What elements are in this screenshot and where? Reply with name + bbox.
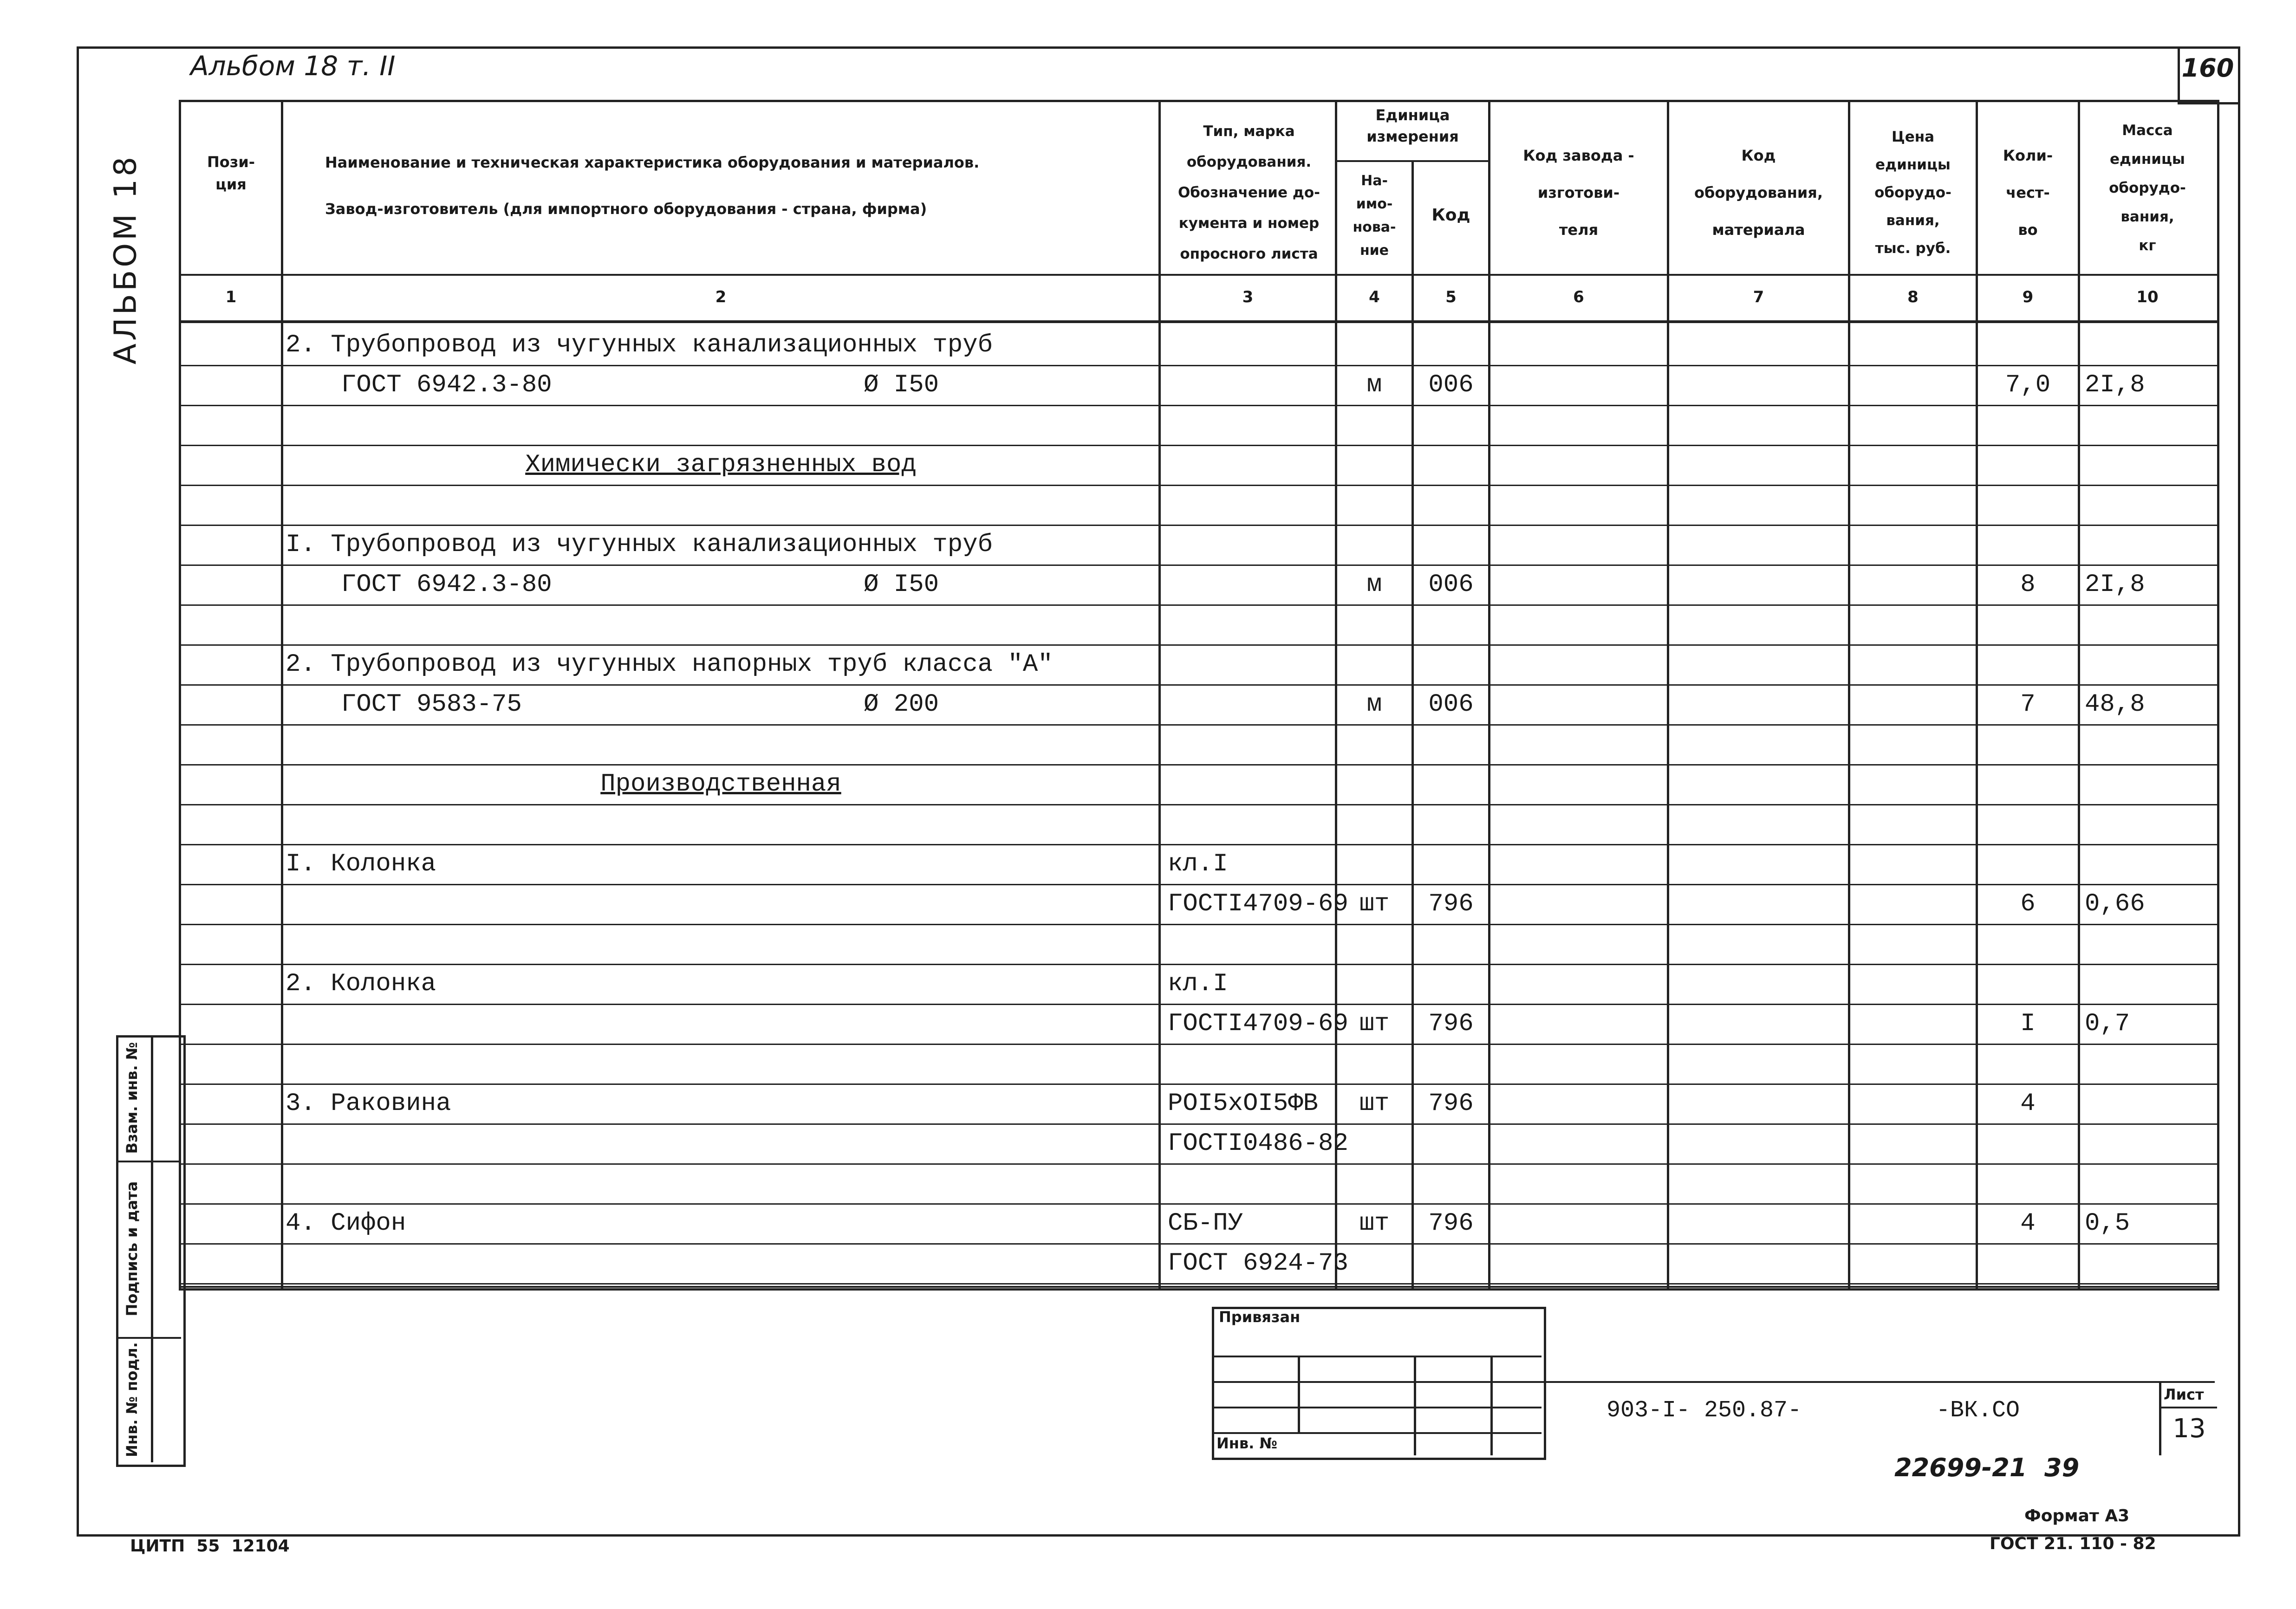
item-unit-code [1414, 806, 1488, 843]
item-unit-code [1414, 846, 1488, 883]
item-mass [2085, 846, 2215, 883]
item-unit [1337, 1045, 1411, 1083]
header-col1-line2: ция [215, 175, 247, 193]
item-type [1168, 926, 1335, 963]
item-unit [1337, 926, 1411, 963]
item-quantity [1978, 526, 2078, 564]
header-col3-line4: кумента и номер [1178, 215, 1320, 232]
item-unit: шт [1359, 1090, 1390, 1118]
item-unit [1337, 407, 1411, 444]
item-mass: 0,66 [2085, 890, 2145, 918]
item-name: 2. Трубопровод из чугунных напорных труб класса "А" [286, 650, 1053, 679]
table-row [0, 405, 2296, 445]
item-quantity [1978, 806, 2078, 843]
item-mass: 0,5 [2085, 1209, 2130, 1238]
table-row [0, 924, 2296, 964]
item-diameter: Ø I50 [864, 371, 939, 399]
header-col8-line5: тыс. руб. [1875, 240, 1951, 257]
table-row [0, 1163, 2296, 1203]
table-row [0, 1044, 2296, 1083]
item-mass: 2I,8 [2085, 371, 2145, 399]
item-quantity: 7,0 [2005, 371, 2051, 399]
item-unit-code: 006 [1428, 371, 1474, 399]
side-podpis-label: Подпись и дата [123, 1181, 141, 1317]
page-number: 160 [2181, 53, 2234, 83]
item-quantity [1978, 606, 2078, 643]
item-mass [2085, 606, 2215, 643]
col-number-3: 3 [1242, 288, 1254, 306]
item-quantity [1978, 926, 2078, 963]
table-row [0, 1243, 2296, 1283]
item-type [1168, 686, 1335, 723]
header-col10-line4: вания, [2120, 208, 2174, 225]
item-mass [2085, 487, 2215, 524]
section-heading: Производственная [600, 770, 841, 798]
item-quantity [1978, 407, 2078, 444]
col-number-5: 5 [1445, 288, 1457, 306]
header-col9-line2: чест- [2006, 184, 2050, 201]
item-quantity [1978, 1125, 2078, 1162]
item-mass [2085, 966, 2215, 1003]
item-type: ГОСТI4709-69 [1168, 1010, 1348, 1038]
header-col3 [1163, 116, 1335, 269]
album-label: Альбом 18 т. II [190, 50, 396, 82]
item-mass [2085, 1125, 2215, 1162]
header-col7-line1: Код [1741, 147, 1776, 164]
item-mass [2085, 1045, 2215, 1083]
header-col10 [2080, 116, 2215, 260]
item-unit-code: 006 [1428, 690, 1474, 719]
item-mass [2085, 646, 2215, 683]
header-col1-line1: Пози- [207, 153, 255, 171]
item-quantity [1978, 1245, 2078, 1282]
side-album-text: АЛЬБОМ 18 [107, 154, 143, 365]
sheet-box-divider [2159, 1407, 2217, 1408]
header-col8-line2: единицы [1875, 156, 1951, 173]
gost-label: ГОСТ 21. 110 - 82 [1990, 1534, 2156, 1553]
header-col4 [1337, 169, 1411, 262]
item-unit-code [1414, 526, 1488, 564]
privyazan-vline-2 [1414, 1356, 1416, 1455]
item-unit [1337, 1245, 1411, 1282]
item-unit: шт [1359, 890, 1390, 918]
item-diameter: Ø 200 [864, 690, 939, 719]
item-quantity [1978, 327, 2078, 364]
item-unit-code: 796 [1428, 890, 1474, 918]
item-unit [1337, 966, 1411, 1003]
header-col7-line3: материала [1712, 221, 1805, 239]
item-name: ГОСТ 6942.3-80 [341, 571, 552, 599]
item-unit-code [1414, 606, 1488, 643]
header-col3-line2: оборудования. [1186, 154, 1312, 170]
item-type [1168, 646, 1335, 683]
item-quantity [1978, 646, 2078, 683]
privyazan-vline-3 [1490, 1356, 1493, 1455]
item-quantity [1978, 1165, 2078, 1202]
header-col7-line2: оборудования, [1694, 184, 1823, 201]
col-number-4: 4 [1369, 288, 1380, 306]
col-number-10: 10 [2136, 288, 2159, 306]
item-unit-code [1414, 327, 1488, 364]
table-row [0, 485, 2296, 525]
item-type [1168, 1165, 1335, 1202]
item-unit [1337, 1125, 1411, 1162]
item-mass [2085, 407, 2215, 444]
table-row [0, 445, 2296, 485]
header-col10-line1: Масса [2122, 122, 2173, 139]
item-unit-code [1414, 1045, 1488, 1083]
col-number-9: 9 [2022, 288, 2034, 306]
section-heading: Химически загрязненных вод [525, 451, 917, 479]
table-row [0, 604, 2296, 644]
table-row [0, 684, 2296, 724]
item-quantity: 7 [2020, 690, 2036, 719]
header-col5-line1: Код [1431, 206, 1470, 225]
item-quantity [1978, 487, 2078, 524]
header-col6-line3: теля [1559, 221, 1599, 239]
item-mass: 48,8 [2085, 690, 2145, 719]
item-type: ГОСТ 6924-73 [1168, 1249, 1348, 1278]
header-col6-line2: изготови- [1537, 184, 1620, 201]
header-col3-line1: Тип, марка [1203, 123, 1295, 140]
item-type [1168, 566, 1335, 603]
archive-number: 22699-21 39 [1894, 1453, 2080, 1482]
header-col5 [1414, 204, 1488, 227]
header-col2-line2: Завод-изготовитель (для импортного оборудования - страна, фирма) [325, 200, 927, 218]
item-unit: м [1366, 690, 1382, 719]
sheet-number: 13 [2172, 1414, 2206, 1444]
item-unit [1337, 526, 1411, 564]
item-name: I. Трубопровод из чугунных канализационных труб [286, 531, 993, 559]
item-quantity: 8 [2020, 571, 2036, 599]
item-type: РОI5хОI5ФВ [1168, 1090, 1319, 1118]
item-unit: м [1366, 571, 1382, 599]
item-quantity [1978, 846, 2078, 883]
header-col4-line2: имо- [1356, 196, 1393, 212]
item-unit-code [1414, 646, 1488, 683]
unit-group-divider [1335, 160, 1488, 162]
header-col3-line5: опросного листа [1180, 246, 1318, 262]
header-col2 [325, 139, 1138, 232]
item-type [1168, 526, 1335, 564]
item-diameter: Ø I50 [864, 571, 939, 599]
item-unit [1337, 606, 1411, 643]
col-number-2: 2 [715, 288, 727, 306]
doc-code: 903-I- 250.87- [1607, 1397, 1802, 1424]
item-unit-code [1414, 487, 1488, 524]
header-col10-line5: кг [2139, 237, 2156, 254]
header-col2-line1: Наименование и техническая характеристика оборудования и материалов. [325, 154, 980, 171]
title-block-top [1542, 1381, 2215, 1383]
item-type [1168, 487, 1335, 524]
header-col10-line3: оборудо- [2109, 180, 2186, 196]
header-col3-line3: Обозначение до- [1177, 184, 1320, 201]
col-number-6: 6 [1573, 288, 1584, 306]
item-quantity [1978, 1045, 2078, 1083]
item-type [1168, 726, 1335, 763]
sheet-label: Лист [2164, 1386, 2204, 1403]
item-unit [1337, 1165, 1411, 1202]
item-unit [1337, 327, 1411, 364]
format-label: Формат А3 [2024, 1506, 2130, 1525]
col-number-8: 8 [1907, 288, 1919, 306]
header-unit-group-line2: измерения [1366, 128, 1459, 145]
item-unit-code [1414, 1245, 1488, 1282]
header-col6-line1: Код завода - [1523, 147, 1634, 164]
item-unit-code: 796 [1428, 1209, 1474, 1238]
item-unit-code [1414, 726, 1488, 763]
item-mass [2085, 726, 2215, 763]
table-row [0, 365, 2296, 405]
side-stamp-vline [151, 1035, 153, 1462]
item-unit: шт [1359, 1209, 1390, 1238]
header-col9-line1: Коли- [2003, 147, 2053, 164]
stamp-top-line [179, 1286, 2217, 1288]
item-unit-code [1414, 966, 1488, 1003]
item-type: ГОСТI4709-69 [1168, 890, 1348, 918]
item-quantity: 6 [2020, 890, 2036, 918]
item-unit-code [1414, 407, 1488, 444]
item-mass: 2I,8 [2085, 571, 2145, 599]
item-unit [1337, 646, 1411, 683]
header-col9 [1978, 137, 2078, 248]
item-name: 2. Трубопровод из чугунных канализационных труб [286, 331, 993, 359]
item-name: ГОСТ 6942.3-80 [341, 371, 552, 399]
table-row [0, 325, 2296, 365]
col-number-7: 7 [1753, 288, 1764, 306]
item-quantity [1978, 966, 2078, 1003]
item-name: 4. Сифон [286, 1209, 406, 1238]
table-row [0, 724, 2296, 764]
item-name: ГОСТ 9583-75 [341, 690, 522, 719]
item-unit-code: 796 [1428, 1090, 1474, 1118]
printer-label: ЦИТП 55 12104 [130, 1537, 290, 1556]
side-inv-podl-label: Инв. № подл. [123, 1342, 141, 1457]
item-unit [1337, 487, 1411, 524]
item-quantity: 4 [2020, 1209, 2036, 1238]
side-album-label [56, 154, 195, 365]
table-row [0, 525, 2296, 564]
row-separator [179, 1283, 2217, 1285]
table-row [0, 964, 2296, 1004]
item-unit-code [1414, 926, 1488, 963]
item-mass [2085, 1165, 2215, 1202]
item-type: ГОСТI0486-82 [1168, 1129, 1348, 1158]
table-row [0, 884, 2296, 924]
header-unit-group [1337, 104, 1488, 147]
item-name: 3. Раковина [286, 1090, 451, 1118]
item-unit: м [1366, 371, 1382, 399]
header-col10-line2: единицы [2110, 151, 2185, 168]
item-mass [2085, 926, 2215, 963]
header-col8-line3: оборудо- [1874, 184, 1951, 201]
table-row [0, 1203, 2296, 1243]
item-type: кл.I [1168, 850, 1228, 878]
table-row [0, 1083, 2296, 1123]
item-type: СБ-ПУ [1168, 1209, 1243, 1238]
item-quantity: 4 [2020, 1090, 2036, 1118]
item-unit-code [1414, 1165, 1488, 1202]
header-col8-line4: вания, [1886, 212, 1940, 229]
side-vzam-label: Взам. инв. № [123, 1042, 141, 1154]
col-number-1: 1 [225, 288, 237, 306]
item-mass [2085, 327, 2215, 364]
header-col6 [1490, 137, 1667, 248]
header-col4-line4: ние [1359, 242, 1389, 259]
header-col4-line3: нова- [1353, 219, 1396, 235]
table-row [0, 764, 2296, 804]
item-type [1168, 407, 1335, 444]
item-mass: 0,7 [2085, 1010, 2130, 1038]
item-unit [1337, 806, 1411, 843]
item-name: 2. Колонка [286, 970, 436, 998]
item-unit [1337, 726, 1411, 763]
inv-no-label: Инв. № [1216, 1434, 1277, 1452]
header-col8-line1: Цена [1891, 129, 1935, 145]
item-quantity [1978, 726, 2078, 763]
item-type [1168, 327, 1335, 364]
item-type [1168, 1045, 1335, 1083]
doc-suffix: -ВК.СО [1936, 1397, 2020, 1424]
item-name: I. Колонка [286, 850, 436, 878]
item-type [1168, 606, 1335, 643]
table-row [0, 1004, 2296, 1044]
header-col8 [1850, 123, 1976, 262]
table-row [0, 644, 2296, 684]
item-type: кл.I [1168, 970, 1228, 998]
header-unit-group-line1: Единица [1375, 106, 1450, 124]
item-quantity: I [2020, 1010, 2036, 1038]
item-type [1168, 806, 1335, 843]
header-divider [179, 274, 2217, 276]
item-mass [2085, 806, 2215, 843]
table-row [0, 804, 2296, 844]
item-unit-code: 006 [1428, 571, 1474, 599]
item-mass [2085, 1085, 2215, 1122]
item-type [1168, 367, 1335, 404]
header-col1 [181, 151, 281, 195]
table-row [0, 1123, 2296, 1163]
item-unit-code: 796 [1428, 1010, 1474, 1038]
number-row-divider [179, 320, 2217, 323]
table-row [0, 564, 2296, 604]
privyazan-label: Привязан [1219, 1308, 1301, 1326]
table-row [0, 844, 2296, 884]
privyazan-vline-1 [1298, 1356, 1300, 1432]
header-col9-line3: во [2018, 221, 2038, 239]
header-col4-line1: На- [1361, 173, 1388, 189]
item-mass [2085, 526, 2215, 564]
item-unit [1337, 846, 1411, 883]
item-unit-code [1414, 1125, 1488, 1162]
item-unit: шт [1359, 1010, 1390, 1038]
item-mass [2085, 1245, 2215, 1282]
header-col7 [1669, 137, 1848, 248]
